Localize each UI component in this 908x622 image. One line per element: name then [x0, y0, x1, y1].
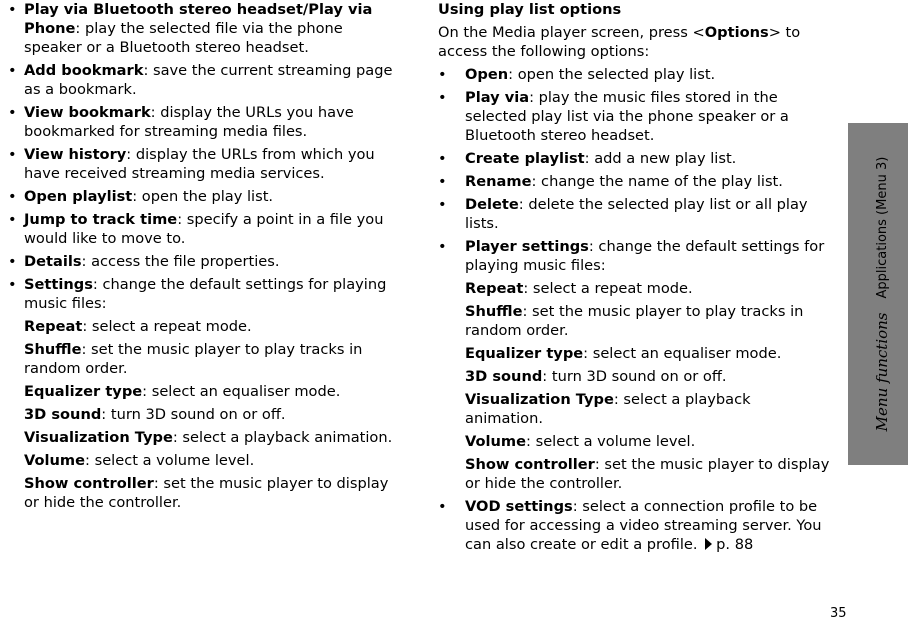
list-item [438, 172, 833, 191]
item-term: VOD settings [465, 498, 573, 515]
bullet: • [438, 66, 447, 83]
bullet: • [8, 1, 17, 18]
list-item [438, 390, 833, 428]
item-term: Play via [465, 89, 530, 106]
bullet: • [8, 253, 17, 270]
list-item [8, 210, 393, 248]
item-term: Rename [465, 173, 532, 190]
item-desc: : select a connection profile to be used for accessing a video streaming server. You can also create or edit a profile. [465, 498, 822, 553]
bullet: • [438, 498, 447, 515]
item-term: Volume [465, 433, 527, 450]
list-item [438, 344, 833, 363]
item-term: Volume [24, 452, 86, 469]
item-term: Repeat [24, 318, 83, 335]
list-item [438, 237, 833, 275]
item-term: Equalizer type [24, 383, 143, 400]
item-term: Play via Bluetooth stereo headset/Play via Phone [24, 1, 373, 37]
list-item-vod-settings [438, 497, 833, 554]
item-term: View bookmark [24, 104, 151, 121]
bullet: • [438, 150, 447, 167]
item-desc: : turn 3D sound on or off. [542, 368, 727, 385]
list-item [438, 279, 833, 298]
list-item [438, 302, 833, 340]
item-desc: : change the default settings for playing music files: [24, 276, 387, 312]
item-desc: : play the selected file via the phone speaker or a Bluetooth stereo headset. [24, 20, 343, 56]
item-desc: : set the music player to play tracks in random order. [24, 341, 363, 377]
item-term: Shuffle [465, 303, 523, 320]
bullet: • [8, 62, 17, 79]
item-term: Add bookmark [24, 62, 144, 79]
list-item [438, 65, 833, 84]
item-desc: : select an equaliser mode. [142, 383, 341, 400]
bullet: • [438, 173, 447, 190]
item-desc: : set the music player to play tracks in random order. [465, 303, 804, 339]
intro-paragraph [438, 23, 833, 61]
list-item [8, 382, 393, 401]
item-desc: : turn 3D sound on or off. [101, 406, 286, 423]
section-heading: Using play list options [438, 1, 622, 18]
list-item [8, 61, 393, 99]
page-number: 35 [830, 606, 847, 621]
item-desc: : save the current streaming page as a bookmark. [24, 62, 393, 98]
page-reference: p. 88 [716, 536, 754, 553]
list-item [8, 275, 393, 313]
list-item [438, 88, 833, 145]
item-desc: : open the play list. [132, 188, 274, 205]
item-desc: : set the music player to display or hide the controller. [24, 475, 389, 511]
item-term: Delete [465, 196, 519, 213]
list-item [438, 149, 833, 168]
left-option-list [8, 0, 393, 313]
item-term: Jump to track time [24, 211, 178, 228]
item-desc: : open the selected play list. [508, 66, 716, 83]
item-desc: : display the URLs from which you have received streaming media services. [24, 146, 375, 182]
item-desc: : select a playback animation. [172, 429, 393, 446]
list-item [8, 145, 393, 183]
list-item [8, 0, 393, 57]
list-item [438, 195, 833, 233]
item-desc: : display the URLs you have bookmarked for streaming media files. [24, 104, 354, 140]
item-desc: : change the default settings for playing music files: [465, 238, 825, 274]
item-desc: : specify a point in a file you would like to move to. [24, 211, 384, 247]
list-item [8, 428, 393, 447]
side-tab-subtitle: Applications (Menu 3) [874, 156, 890, 299]
bullet: • [8, 276, 17, 293]
item-term: 3D sound [465, 368, 543, 385]
item-desc: : play the music files stored in the selected play list via the phone speaker or a Bluetooth stereo headset. [465, 89, 789, 144]
bullet: • [438, 238, 447, 255]
right-column [438, 0, 833, 558]
page-reference-arrow-icon [705, 538, 712, 550]
list-item [8, 451, 393, 470]
list-item [8, 187, 393, 206]
list-item [8, 252, 393, 271]
item-desc: : select a volume level. [526, 433, 696, 450]
item-desc: : select a repeat mode. [82, 318, 252, 335]
item-term: Settings [24, 276, 93, 293]
item-desc: : access the file properties. [81, 253, 280, 270]
item-desc: : select an equaliser mode. [583, 345, 782, 362]
item-desc: : select a repeat mode. [523, 280, 693, 297]
list-item [438, 367, 833, 386]
list-item [8, 317, 393, 336]
side-tab-text [852, 123, 908, 465]
item-term: Repeat [465, 280, 524, 297]
item-term: Visualization Type [24, 429, 173, 446]
intro-text-before: On the Media player screen, press < [438, 24, 705, 41]
left-column [8, 0, 393, 516]
list-item [8, 405, 393, 424]
bullet: • [8, 104, 17, 121]
list-item [8, 340, 393, 378]
item-desc: : select a volume level. [85, 452, 255, 469]
item-desc: : add a new play list. [584, 150, 737, 167]
bullet: • [8, 211, 17, 228]
item-term: Equalizer type [465, 345, 584, 362]
item-desc: : delete the selected play list or all play lists. [465, 196, 808, 232]
item-term: 3D sound [24, 406, 102, 423]
chapter-side-tab [848, 123, 908, 465]
item-term: Show controller [24, 475, 154, 492]
side-tab-title: Menu functions [872, 312, 891, 432]
options-key: Options [704, 24, 769, 41]
list-item [438, 455, 833, 493]
item-desc: : change the name of the play list. [531, 173, 783, 190]
item-term: View history [24, 146, 127, 163]
item-desc: : select a playback animation. [465, 391, 751, 427]
right-option-list [438, 65, 833, 275]
list-item [8, 103, 393, 141]
item-term: Visualization Type [465, 391, 614, 408]
item-term: Show controller [465, 456, 595, 473]
bullet: • [8, 188, 17, 205]
list-item [8, 474, 393, 512]
item-term: Open playlist [24, 188, 133, 205]
item-desc: : set the music player to display or hide the controller. [465, 456, 830, 492]
bullet: • [438, 196, 447, 213]
list-item [438, 432, 833, 451]
bullet: • [8, 146, 17, 163]
item-term: Create playlist [465, 150, 585, 167]
item-term: Open [465, 66, 509, 83]
right-player-sublist [438, 279, 833, 493]
item-term: Details [24, 253, 82, 270]
intro-text-after: > to access the following options: [438, 24, 801, 60]
left-settings-sublist [8, 317, 393, 512]
item-term: Player settings [465, 238, 589, 255]
item-term: Shuffle [24, 341, 82, 358]
bullet: • [438, 89, 447, 106]
